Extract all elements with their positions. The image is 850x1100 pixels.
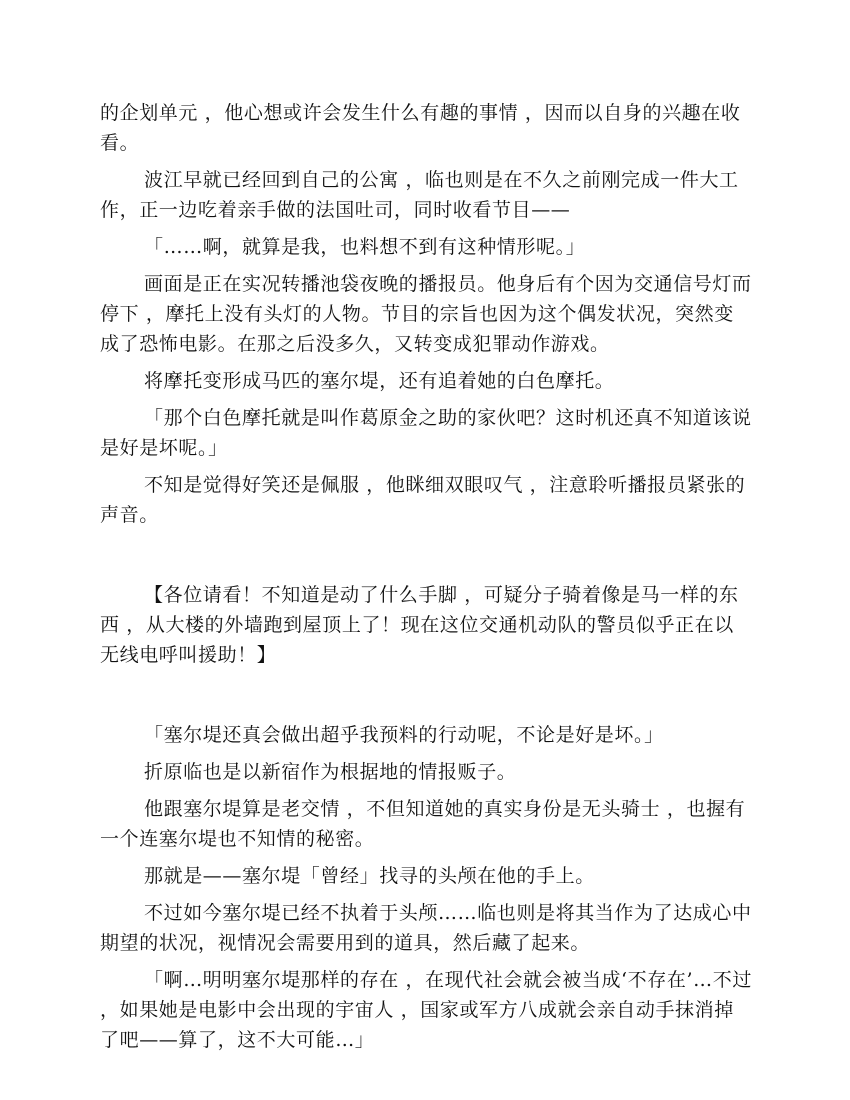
paragraph: 将摩托变形成马匹的塞尔堤，还有追着她的白色摩托。 — [144, 370, 615, 392]
paragraph: 不知是觉得好笑还是佩服 ，他眯细双眼叹气 ，注意聆听播报员紧张的声音。 — [100, 474, 746, 526]
paragraph: 画面是正在实况转播池袋夜晚的播报员。他身后有个因为交通信号灯而停下 ，摩托上没有头灯的人物。节目的宗旨也因为这个偶发状况，突然变成了恐怖电影。在那之后没多久，又转变成犯罪动作游戏。 — [100, 273, 752, 355]
paragraph: 那就是——塞尔堤「曾经」找寻的头颅在他的手上。 — [144, 865, 595, 887]
paragraph: 波江早就已经回到自己的公寓 ，临也则是在不久之前刚完成一件大工作，正一边吃着亲手做的法国吐司，同时收看节目—— — [100, 169, 739, 221]
document-page — [100, 98, 752, 1055]
paragraph-continuation: 的企划单元 ，他心想或许会发生什么有趣的事情 ，因而以自身的兴趣在收看。 — [100, 102, 741, 154]
broadcast-announcement: 【各位请看！不知道是动了什么手脚 ，可疑分子骑着像是马一样的东西 ，从大楼的外墙跑到屋顶上了！现在这位交通机动队的警员似乎正在以无线电呼叫援助！】 — [100, 584, 739, 666]
dialogue-paragraph: 「那个白色摩托就是叫作葛原金之助的家伙吧？这时机还真不知道该说是好是坏呢。」 — [100, 407, 752, 459]
dialogue-paragraph: 「塞尔堤还真会做出超乎我预料的行动呢，不论是好是坏。」 — [144, 724, 664, 746]
paragraph: 他跟塞尔堤算是老交情 ，不但知道她的真实身份是无头骑士 ，也握有一个连塞尔堤也不知情的秘密。 — [100, 798, 746, 850]
paragraph: 折原临也是以新宿作为根据地的情报贩子。 — [144, 761, 517, 783]
dialogue-paragraph: 「……啊，就算是我，也料想不到有这种情形呢。」 — [144, 236, 586, 258]
dialogue-paragraph: 「啊…明明塞尔堤那样的存在 ，在现代社会就会被当成‘不存在’…不过 ，如果她是电影中会出现的宇宙人 ，国家或军方八成就会亲自动手抹消掉了吧——算了，这不大可能…」 — [100, 969, 752, 1051]
paragraph: 不过如今塞尔堤已经不执着于头颅……临也则是将其当作为了达成心中期望的状况，视情况会需要用到的道具，然后藏了起来。 — [100, 902, 752, 954]
